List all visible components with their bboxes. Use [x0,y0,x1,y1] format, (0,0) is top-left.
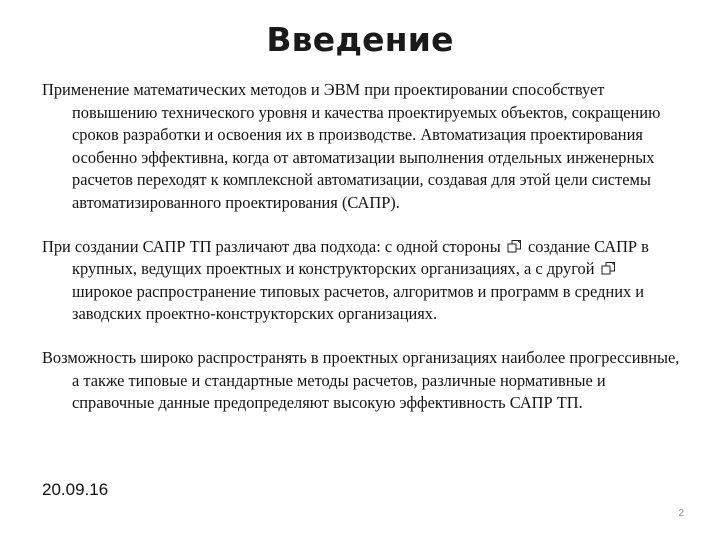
paragraph-2-part-3: широкое распространение типовых расчетов, алгоритмов и программ в средних и заводских проектно-конструкторских организациях. [72,281,645,324]
paragraph-2 [42,236,682,326]
paragraph-2-part-1: При создании САПР ТП различают два подхода: с одной стороны [42,236,501,256]
paragraph-2-part-2: создание САПР в крупных, ведущих проектных и конструкторских организациях, а с другой [72,236,649,279]
wingdings-box-glyph-icon [507,239,522,253]
page-number: 2 [678,508,684,519]
paragraph-1: Применение математических методов и ЭВМ при проектировании способствует повышению технического уровня и качества проектируемых объектов, сокращению сроков разработки и освоения их в производстве. Автоматизация проектирования особенно эффективна, когда от автоматизации выполнения отдельных инженерных расчетов переходят к комплексной автоматизации, создавая для этой цели системы автоматизированного проектирования (САПР). [42,80,661,212]
footer-date: 20.09.16 [42,480,109,499]
slide-body [42,79,682,415]
paragraph-3: Возможность широко распространять в проектных организациях наиболее прогрессивные, а также типовые и стандартные методы расчетов, различные нормативные и справочные данные предопределяют высокую эффективность САПР ТП. [42,347,680,413]
wingdings-box-glyph-icon [601,261,616,275]
slide-title: Введение [266,20,454,59]
